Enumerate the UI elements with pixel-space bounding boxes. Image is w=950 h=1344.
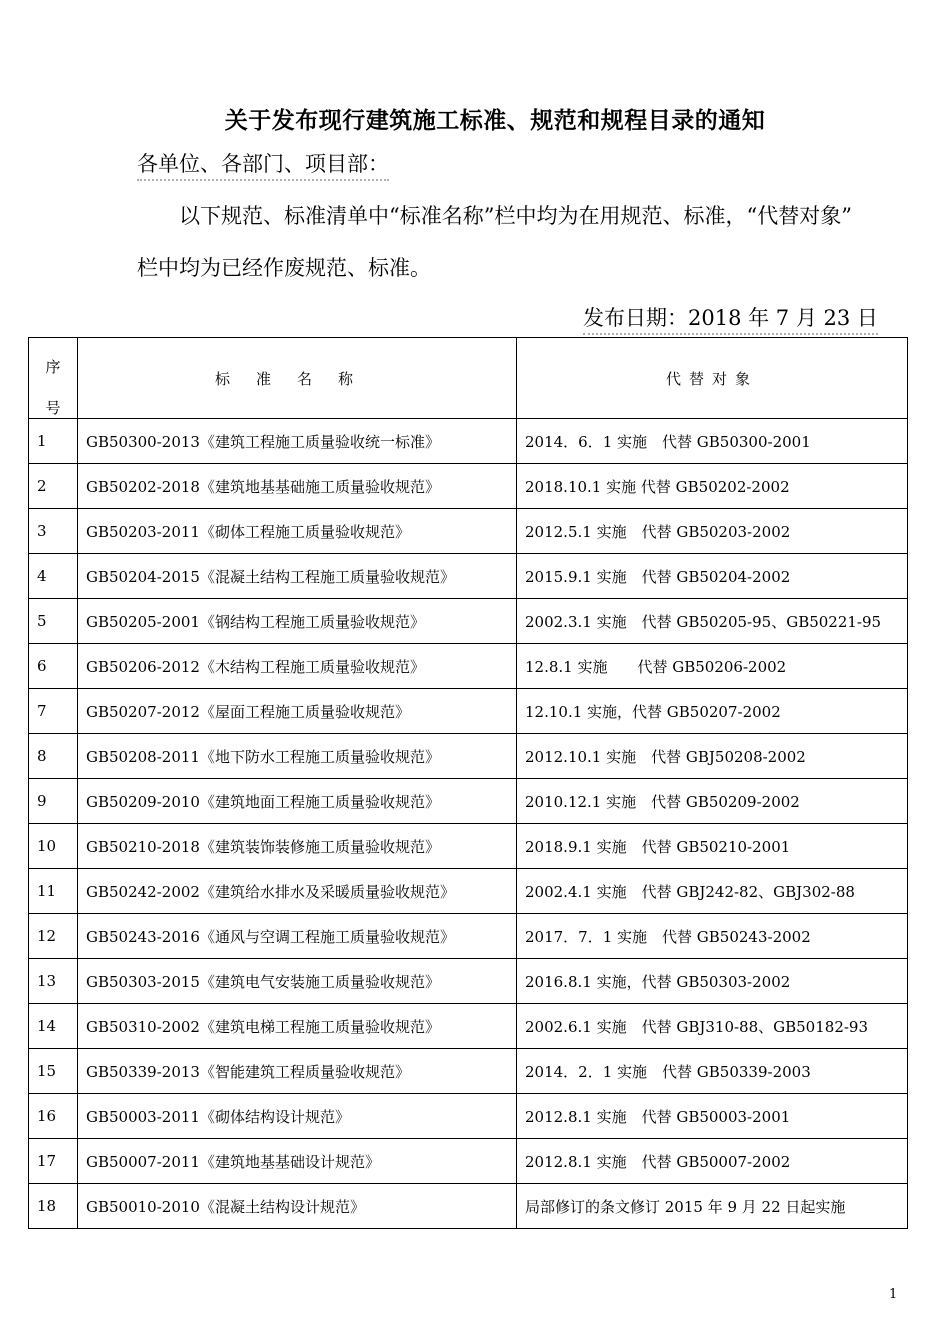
intro-paragraph-line-2: 栏中均为已经作废规范、标准。 bbox=[137, 256, 431, 280]
standard-name: GB50203-2011《砌体工程施工质量验收规范》 bbox=[78, 509, 517, 554]
row-number: 15 bbox=[29, 1049, 78, 1094]
header-replaces: 代替对象 bbox=[517, 338, 908, 419]
row-number: 9 bbox=[29, 779, 78, 824]
header-seq-top: 序 bbox=[45, 358, 61, 376]
standard-name: GB50206-2012《木结构工程施工质量验收规范》 bbox=[78, 644, 517, 689]
standard-name: GB50243-2016《通风与空调工程施工质量验收规范》 bbox=[78, 914, 517, 959]
row-number: 7 bbox=[29, 689, 78, 734]
replaced-standard: 12.8.1 实施 代替 GB50206-2002 bbox=[517, 644, 908, 689]
table-row bbox=[29, 1094, 908, 1139]
replaced-standard: 2002.6.1 实施 代替 GBJ310-88、GB50182-93 bbox=[517, 1004, 908, 1049]
replaced-standard: 2012.8.1 实施 代替 GB50007-2002 bbox=[517, 1139, 908, 1184]
replaced-standard: 2017．7．1 实施 代替 GB50243-2002 bbox=[517, 914, 908, 959]
row-number: 8 bbox=[29, 734, 78, 779]
replaced-standard: 2018.9.1 实施 代替 GB50210-2001 bbox=[517, 824, 908, 869]
replaced-standard: 2015.9.1 实施 代替 GB50204-2002 bbox=[517, 554, 908, 599]
table-row bbox=[29, 689, 908, 734]
standard-name: GB50003-2011《砌体结构设计规范》 bbox=[78, 1094, 517, 1139]
salutation: 各单位、各部门、项目部： bbox=[137, 148, 389, 181]
row-number: 18 bbox=[29, 1184, 78, 1229]
replaced-standard: 2002.3.1 实施 代替 GB50205-95、GB50221-95 bbox=[517, 599, 908, 644]
table-header-row bbox=[29, 338, 908, 419]
row-number: 4 bbox=[29, 554, 78, 599]
table-row bbox=[29, 464, 908, 509]
row-number: 12 bbox=[29, 914, 78, 959]
standard-name: GB50339-2013《智能建筑工程质量验收规范》 bbox=[78, 1049, 517, 1094]
standard-name: GB50207-2012《屋面工程施工质量验收规范》 bbox=[78, 689, 517, 734]
standard-name: GB50300-2013《建筑工程施工质量验收统一标准》 bbox=[78, 419, 517, 464]
row-number: 5 bbox=[29, 599, 78, 644]
row-number: 11 bbox=[29, 869, 78, 914]
standard-name: GB50007-2011《建筑地基基础设计规范》 bbox=[78, 1139, 517, 1184]
table-row bbox=[29, 959, 908, 1004]
row-number: 3 bbox=[29, 509, 78, 554]
table-row bbox=[29, 599, 908, 644]
row-number: 14 bbox=[29, 1004, 78, 1049]
standard-name: GB50303-2015《建筑电气安装施工质量验收规范》 bbox=[78, 959, 517, 1004]
header-seq-bottom: 号 bbox=[45, 399, 61, 417]
replaced-standard: 2002.4.1 实施 代替 GBJ242-82、GBJ302-88 bbox=[517, 869, 908, 914]
publish-date: 发布日期：2018 年 7 月 23 日 bbox=[583, 302, 878, 335]
standard-name: GB50210-2018《建筑装饰装修施工质量验收规范》 bbox=[78, 824, 517, 869]
table-row bbox=[29, 869, 908, 914]
replaced-standard: 2012.5.1 实施 代替 GB50203-2002 bbox=[517, 509, 908, 554]
table-row bbox=[29, 554, 908, 599]
standard-name: GB50208-2011《地下防水工程施工质量验收规范》 bbox=[78, 734, 517, 779]
replaced-standard: 2014．2．1 实施 代替 GB50339-2003 bbox=[517, 1049, 908, 1094]
replaced-standard: 局部修订的条文修订 2015 年 9 月 22 日起实施 bbox=[517, 1184, 908, 1229]
standard-name: GB50204-2015《混凝土结构工程施工质量验收规范》 bbox=[78, 554, 517, 599]
document-title: 关于发布现行建筑施工标准、规范和规程目录的通知 bbox=[224, 108, 766, 134]
table-row bbox=[29, 824, 908, 869]
table-row bbox=[29, 509, 908, 554]
row-number: 16 bbox=[29, 1094, 78, 1139]
standard-name: GB50310-2002《建筑电梯工程施工质量验收规范》 bbox=[78, 1004, 517, 1049]
row-number: 2 bbox=[29, 464, 78, 509]
table-row bbox=[29, 1139, 908, 1184]
table-row bbox=[29, 644, 908, 689]
table-row bbox=[29, 779, 908, 824]
row-number: 6 bbox=[29, 644, 78, 689]
standards-table bbox=[28, 337, 908, 1229]
replaced-standard: 2014．6．1 实施 代替 GB50300-2001 bbox=[517, 419, 908, 464]
page-number: 1 bbox=[889, 1287, 898, 1302]
standard-name: GB50209-2010《建筑地面工程施工质量验收规范》 bbox=[78, 779, 517, 824]
row-number: 17 bbox=[29, 1139, 78, 1184]
replaced-standard: 2016.8.1 实施，代替 GB50303-2002 bbox=[517, 959, 908, 1004]
standard-name: GB50205-2001《钢结构工程施工质量验收规范》 bbox=[78, 599, 517, 644]
row-number: 10 bbox=[29, 824, 78, 869]
replaced-standard: 2010.12.1 实施 代替 GB50209-2002 bbox=[517, 779, 908, 824]
table-row bbox=[29, 914, 908, 959]
table-row bbox=[29, 1004, 908, 1049]
header-seq bbox=[29, 338, 78, 419]
replaced-standard: 2018.10.1 实施 代替 GB50202-2002 bbox=[517, 464, 908, 509]
replaced-standard: 12.10.1 实施，代替 GB50207-2002 bbox=[517, 689, 908, 734]
standard-name: GB50202-2018《建筑地基基础施工质量验收规范》 bbox=[78, 464, 517, 509]
header-standard-name: 标准名称 bbox=[78, 338, 517, 419]
table-row bbox=[29, 734, 908, 779]
row-number: 13 bbox=[29, 959, 78, 1004]
replaced-standard: 2012.10.1 实施 代替 GBJ50208-2002 bbox=[517, 734, 908, 779]
intro-paragraph-line-1: 以下规范、标准清单中“标准名称”栏中均为在用规范、标准，“代替对象” bbox=[179, 204, 852, 228]
row-number: 1 bbox=[29, 419, 78, 464]
table-row bbox=[29, 419, 908, 464]
table-row bbox=[29, 1049, 908, 1094]
table-row bbox=[29, 1184, 908, 1229]
standard-name: GB50242-2002《建筑给水排水及采暖质量验收规范》 bbox=[78, 869, 517, 914]
replaced-standard: 2012.8.1 实施 代替 GB50003-2001 bbox=[517, 1094, 908, 1139]
standard-name: GB50010-2010《混凝土结构设计规范》 bbox=[78, 1184, 517, 1229]
